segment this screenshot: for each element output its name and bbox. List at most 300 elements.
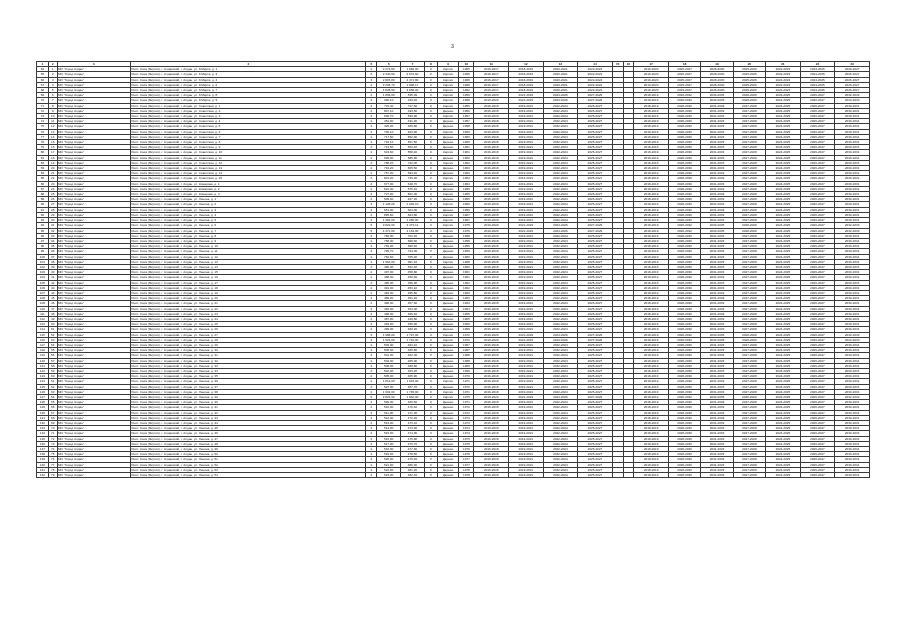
table-cell: 2031-2033 — [701, 410, 733, 415]
table-cell: 2022-2024 — [578, 67, 613, 72]
table-cell: 1965 — [459, 72, 474, 77]
table-cell: 2019-2021 — [509, 405, 544, 410]
table-cell: Респ. Саха (Якутия), г. Алданский, г. Алдан, ул. Ленина, д. 22 — [130, 306, 366, 311]
table-cell: 2 — [366, 280, 377, 285]
table-cell: 2031-2033 — [701, 264, 733, 269]
table-cell: 54 — [48, 342, 57, 347]
table-cell: Дерево — [437, 327, 459, 332]
table-cell: 2026-2027 — [800, 160, 835, 165]
table-cell: 2024-2025 — [766, 441, 801, 446]
table-cell: 2028-2030 — [668, 327, 700, 332]
table-cell: 0 — [424, 134, 437, 139]
table-cell: МО "Город Алдан" — [57, 290, 130, 295]
table-cell: 2028-2030 — [668, 155, 700, 160]
table-cell: 2025-2027 — [578, 108, 613, 113]
table-cell: 1959 — [459, 93, 474, 98]
table-cell: 2018-2019 — [634, 134, 669, 139]
table-cell: 2026-2027 — [800, 212, 835, 217]
table-cell: 2 — [366, 296, 377, 301]
table-cell: 2024-2025 — [766, 176, 801, 181]
table-cell: 2018-2019 — [634, 114, 669, 119]
table-cell: 2024-2025 — [766, 280, 801, 285]
table-cell: 991,16 — [401, 259, 425, 264]
table-cell: 2 — [366, 249, 377, 254]
table-cell: 0 — [424, 301, 437, 306]
table-cell: 2030-2031 — [835, 358, 870, 363]
table-cell: Респ. Саха (Якутия), г. Алданский, г. Алдан, ул. Ленина, д. 25 — [130, 322, 366, 327]
table-cell: 2030-2031 — [835, 431, 870, 436]
table-cell: 2019-2020 — [474, 395, 509, 400]
table-cell: 2027-2028 — [733, 259, 765, 264]
table-cell: 2025-2027 — [578, 114, 613, 119]
table-cell: 2026-2027 — [800, 447, 835, 452]
table-cell: 520,00 — [377, 457, 401, 462]
table-cell: 2024-2025 — [766, 202, 801, 207]
column-number-cell: 1 — [37, 62, 49, 67]
table-cell: 129 — [37, 405, 49, 410]
table-cell: 2028-2030 — [668, 322, 700, 327]
table-cell: 2027-2028 — [733, 400, 765, 405]
table-cell: Дерево — [437, 285, 459, 290]
table-cell: 2027-2029 — [578, 332, 613, 337]
table-cell: 2031-2033 — [701, 290, 733, 295]
table-cell: 2024-2025 — [766, 322, 801, 327]
table-cell: 9 — [48, 108, 57, 113]
table-row — [37, 244, 870, 249]
table-cell: 67 — [48, 410, 57, 415]
table-cell: Дерево — [437, 171, 459, 176]
table-cell: 1970 — [459, 384, 474, 389]
table-cell: 2028-2030 — [668, 160, 700, 165]
table-cell: 2022-2024 — [543, 452, 578, 457]
table-cell: 127 — [37, 395, 49, 400]
table-cell: Кирпич — [437, 77, 459, 82]
table-cell: 2 — [366, 327, 377, 332]
table-cell: МО "Город Алдан" — [57, 119, 130, 124]
table-cell: 2019-2020 — [474, 98, 509, 103]
table-cell: 502,00 — [377, 368, 401, 373]
table-cell: 2021-2023 — [509, 395, 544, 400]
table-cell: 2018-2019 — [634, 207, 669, 212]
table-cell: 52 — [48, 332, 57, 337]
table-cell: 2016-2018 — [474, 322, 509, 327]
table-cell: 1967 — [459, 348, 474, 353]
table-cell: 0 — [424, 457, 437, 462]
table-cell: 2030-2031 — [835, 436, 870, 441]
table-cell: 576,10 — [401, 186, 425, 191]
table-cell: МО "Город Алдан" — [57, 249, 130, 254]
table-cell: 2027-2028 — [733, 124, 765, 129]
table-cell: 2026-2027 — [800, 415, 835, 420]
table-cell: 2016-2018 — [474, 108, 509, 113]
table-cell: 111 — [37, 311, 49, 316]
table-cell: 2022-2024 — [543, 233, 578, 238]
table-cell: 2020-2021 — [543, 77, 578, 82]
table-cell: 2022-2024 — [578, 77, 613, 82]
table-cell: 2022-2024 — [543, 290, 578, 295]
table-cell: 2030-2031 — [835, 192, 870, 197]
table-cell: 2025-2027 — [578, 316, 613, 321]
table-cell: 2026-2027 — [800, 171, 835, 176]
table-cell: Респ. Саха (Якутия), г. Алданский, г. Алдан, ул. Ленина, д. 20 — [130, 296, 366, 301]
table-cell: 2027-2028 — [733, 431, 765, 436]
table-cell: Дерево — [437, 348, 459, 353]
table-cell: 639,00 — [377, 155, 401, 160]
table-cell: 77 — [48, 462, 57, 467]
table-cell: 2018-2019 — [634, 332, 669, 337]
table-cell: 1965 — [459, 316, 474, 321]
table-cell: 2016-2018 — [474, 301, 509, 306]
table-cell: 2 — [366, 270, 377, 275]
table-cell: 73 — [48, 441, 57, 446]
table-cell: 1966 — [459, 322, 474, 327]
table-cell: 2025-2027 — [578, 160, 613, 165]
table-cell: 2024-2025 — [766, 145, 801, 150]
table-cell: 2021-2023 — [509, 223, 544, 228]
table-cell: 2031-2033 — [701, 368, 733, 373]
table-cell: 2019-2021 — [509, 301, 544, 306]
table-row — [37, 160, 870, 165]
table-cell: 133 — [37, 426, 49, 431]
table-cell: 2028-2030 — [668, 114, 700, 119]
table-cell: 390,10 — [377, 98, 401, 103]
table-cell: 2 — [366, 150, 377, 155]
table-cell: 36 — [48, 249, 57, 254]
table-cell: 2027-2028 — [733, 202, 765, 207]
table-cell: 2027-2028 — [733, 384, 765, 389]
table-cell: 2022-2024 — [543, 348, 578, 353]
table-cell: 2 — [366, 415, 377, 420]
table-cell: 2018-2019 — [634, 228, 669, 233]
table-cell: 2031-2033 — [701, 426, 733, 431]
table-cell: МО "Город Алдан" — [57, 181, 130, 186]
table-cell: 2024-2025 — [766, 249, 801, 254]
table-cell: МО "Город Алдан" — [57, 171, 130, 176]
table-cell: 2016-2018 — [474, 379, 509, 384]
table-cell: 2019-2021 — [509, 145, 544, 150]
table-cell: 2024-2025 — [766, 316, 801, 321]
table-cell: 2028-2029 — [733, 98, 765, 103]
table-cell: 2016-2018 — [474, 166, 509, 171]
table-cell: 2022-2024 — [543, 166, 578, 171]
table-cell: 0 — [424, 395, 437, 400]
table-cell: 2 — [366, 181, 377, 186]
table-row — [37, 218, 870, 223]
table-cell: 2026-2027 — [800, 129, 835, 134]
table-cell: Респ. Саха (Якутия), г. Алданский, г. Алдан, ул. Ленина, д. 53 — [130, 467, 366, 472]
table-cell: 2 — [366, 400, 377, 405]
table-cell: Кирпич — [437, 82, 459, 87]
table-cell: 112 — [37, 316, 49, 321]
table-row — [37, 389, 870, 394]
table-cell: 702,40 — [401, 233, 425, 238]
table-cell: 455,80 — [401, 290, 425, 295]
table-cell: 48 — [48, 311, 57, 316]
table-cell: 2027-2028 — [733, 197, 765, 202]
table-cell: 2019-2020 — [634, 67, 669, 72]
table-cell: 2028-2030 — [668, 270, 700, 275]
table-cell: Респ. Саха (Якутия), г. Алданский, г. Алдан, ул. Ленина, д. 28 — [130, 337, 366, 342]
table-cell: 2018-2019 — [634, 264, 669, 269]
table-cell: 1975 — [459, 395, 474, 400]
table-cell: 1976 — [459, 452, 474, 457]
table-cell: 1973 — [459, 421, 474, 426]
table-cell: 2031-2033 — [701, 353, 733, 358]
table-cell: 2028-2030 — [668, 431, 700, 436]
table-cell: 2031-2033 — [701, 155, 733, 160]
table-cell: 2016-2018 — [474, 275, 509, 280]
table-cell: 2030-2031 — [835, 197, 870, 202]
table-cell: Дерево — [437, 197, 459, 202]
table-cell: 2016-2018 — [474, 462, 509, 467]
table-cell: 2024-2025 — [766, 114, 801, 119]
table-cell: 135 — [37, 436, 49, 441]
table-cell: 2028-2030 — [668, 249, 700, 254]
table-cell: Респ. Саха (Якутия), г. Алданский, г. Алдан, ул. Ленина, д. 49 — [130, 447, 366, 452]
table-cell: 2 — [366, 233, 377, 238]
table-cell: Респ. Саха (Якутия), г. Алданский, г. Алдан, ул. 8 Марта, д. 9 — [130, 98, 366, 103]
table-cell: Дерево — [437, 233, 459, 238]
table-cell: 2018-2019 — [634, 353, 669, 358]
table-cell: 2028-2030 — [701, 77, 733, 82]
table-cell: 2019-2021 — [509, 108, 544, 113]
table-cell: 2028-2030 — [668, 358, 700, 363]
table-cell: 2031-2033 — [701, 421, 733, 426]
table-cell: 1966 — [459, 327, 474, 332]
table-cell: 38 — [48, 259, 57, 264]
table-cell: 2022-2023 — [766, 72, 801, 77]
table-cell: 452,40 — [401, 264, 425, 269]
table-cell: 493,00 — [377, 322, 401, 327]
table-cell: 2031-2033 — [701, 119, 733, 124]
table-cell: 2024-2025 — [766, 166, 801, 171]
table-cell: 2025-2027 — [578, 405, 613, 410]
table-cell: МО "Город Алдан" — [57, 254, 130, 259]
table-cell: 2027-2029 — [578, 93, 613, 98]
table-cell: 2018-2019 — [634, 410, 669, 415]
table-cell: 120 — [37, 358, 49, 363]
table-cell: 0 — [424, 244, 437, 249]
table-cell: 94 — [37, 223, 49, 228]
table-cell: 2018-2019 — [509, 82, 544, 87]
table-cell: 2026-2027 — [800, 207, 835, 212]
table-cell: 510,00 — [377, 405, 401, 410]
table-cell: 2 — [366, 447, 377, 452]
table-cell: 2028-2030 — [668, 368, 700, 373]
table-cell: 2016-2018 — [474, 441, 509, 446]
table-cell: 0 — [424, 285, 437, 290]
table-cell: 0 — [424, 264, 437, 269]
table-cell: 2031-2033 — [701, 233, 733, 238]
table-cell: 43 — [48, 285, 57, 290]
table-cell: 2019-2021 — [509, 280, 544, 285]
table-cell: 0 — [424, 176, 437, 181]
table-cell: 2026-2027 — [800, 358, 835, 363]
table-cell: 0 — [424, 447, 437, 452]
table-cell: 2033-2035 — [701, 337, 733, 342]
table-cell: 0 — [424, 150, 437, 155]
table-cell: 2030-2031 — [835, 275, 870, 280]
table-cell: 431,30 — [401, 119, 425, 124]
table-cell: 21 — [48, 171, 57, 176]
table-cell: 2016-2018 — [474, 405, 509, 410]
table-cell: Респ. Саха (Якутия), г. Алданский, г. Алдан, ул. Ленина, д. 8 — [130, 233, 366, 238]
table-row — [37, 259, 870, 264]
table-cell: 0 — [424, 254, 437, 259]
table-cell: МО "Город Алдан" — [57, 93, 130, 98]
table-cell: МО "Город Алдан" — [57, 311, 130, 316]
table-cell: 2030-2031 — [835, 176, 870, 181]
table-row — [37, 88, 870, 93]
table-cell: 51 — [48, 327, 57, 332]
table-cell: 85 — [37, 176, 49, 181]
table-cell: Дерево — [437, 342, 459, 347]
table-cell: МО "Город Алдан" — [57, 316, 130, 321]
table-cell: 2018-2019 — [634, 181, 669, 186]
table-cell: 2024-2025 — [766, 254, 801, 259]
table-cell: 2018-2019 — [634, 285, 669, 290]
table-cell: 2030-2032 — [668, 228, 700, 233]
table-cell: 2018-2019 — [634, 327, 669, 332]
table-cell: 2022-2024 — [543, 218, 578, 223]
table-row — [37, 176, 870, 181]
table-cell: 2028-2030 — [668, 441, 700, 446]
table-cell: 2025-2027 — [578, 270, 613, 275]
table-cell: 2025-2027 — [578, 358, 613, 363]
table-cell: МО "Город Алдан" — [57, 77, 130, 82]
table-row — [37, 264, 870, 269]
table-cell: 2030-2031 — [835, 410, 870, 415]
table-row — [37, 145, 870, 150]
table-cell: 2016-2018 — [474, 327, 509, 332]
table-cell: 1962 — [459, 155, 474, 160]
table-cell: 2 — [366, 374, 377, 379]
table-cell: 2031-2033 — [701, 270, 733, 275]
table-cell: 0 — [424, 436, 437, 441]
table-row — [37, 67, 870, 72]
table-cell: 2024-2025 — [766, 301, 801, 306]
table-cell: 101 — [37, 259, 49, 264]
table-cell: 2030-2032 — [668, 223, 700, 228]
table-cell: 2026-2027 — [800, 93, 835, 98]
table-cell: МО "Город Алдан" — [57, 342, 130, 347]
table-cell: 2019-2021 — [509, 270, 544, 275]
table-cell: 425,00 — [377, 124, 401, 129]
table-cell: 2016-2018 — [474, 400, 509, 405]
table-cell: 2024-2026 — [543, 337, 578, 342]
table-cell: 2 — [366, 238, 377, 243]
table-cell: Респ. Саха (Якутия), г. Алданский, г. Алдан, ул. Ленина, д. 51 — [130, 457, 366, 462]
table-cell: 2016-2018 — [474, 467, 509, 472]
table-cell: 2025-2027 — [578, 473, 613, 478]
table-cell: 2025-2027 — [578, 259, 613, 264]
table-cell: 2026-2027 — [835, 67, 870, 72]
table-cell: 460,20 — [401, 327, 425, 332]
table-cell: 2019-2021 — [509, 290, 544, 295]
table-row — [37, 462, 870, 467]
table-cell: 2025-2026 — [733, 88, 765, 93]
table-cell: МО "Город Алдан" — [57, 270, 130, 275]
table-cell: 2027-2028 — [733, 301, 765, 306]
table-cell: 2030-2031 — [835, 306, 870, 311]
table-cell: 0 — [424, 186, 437, 191]
table-cell: 2025-2027 — [578, 202, 613, 207]
column-number-cell: 19 — [701, 62, 733, 67]
table-cell: 2027-2028 — [733, 348, 765, 353]
table-cell: 2022-2024 — [543, 426, 578, 431]
table-cell: 2030-2031 — [835, 296, 870, 301]
table-cell: 0 — [424, 327, 437, 332]
table-cell: 2022-2024 — [543, 473, 578, 478]
table-cell: 2031-2033 — [701, 207, 733, 212]
table-row — [37, 171, 870, 176]
table-cell: Дерево — [437, 452, 459, 457]
table-cell: 2031-2033 — [701, 316, 733, 321]
table-cell: 68 — [48, 415, 57, 420]
table-cell: 2031-2033 — [701, 249, 733, 254]
table-cell: 76 — [37, 129, 49, 134]
column-number-cell: 7 — [401, 62, 425, 67]
table-cell: 2031-2033 — [701, 379, 733, 384]
table-row — [37, 337, 870, 342]
table-cell: 2031-2033 — [701, 114, 733, 119]
table-cell: 2019-2021 — [509, 306, 544, 311]
table-cell: Респ. Саха (Якутия), г. Алданский, г. Алдан, ул. Ленина, д. 30 — [130, 348, 366, 353]
table-cell: 2022-2023 — [766, 88, 801, 93]
table-cell: 2022-2024 — [543, 238, 578, 243]
table-cell: 2018-2019 — [634, 421, 669, 426]
table-cell: 2030-2031 — [835, 322, 870, 327]
table-cell: Респ. Саха (Якутия), г. Алданский, г. Алдан, ул. Ленина, д. 23 — [130, 311, 366, 316]
table-cell: 2019-2021 — [509, 129, 544, 134]
table-cell: 2027-2028 — [733, 452, 765, 457]
table-cell: 2032-2033 — [835, 223, 870, 228]
table-cell: 2025-2026 — [733, 67, 765, 72]
table-cell: 2031-2033 — [701, 436, 733, 441]
table-cell: 0 — [424, 405, 437, 410]
table-cell: МО "Город Алдан" — [57, 431, 130, 436]
table-cell: 2026-2027 — [800, 462, 835, 467]
table-cell: 72 — [37, 108, 49, 113]
table-cell: Кирпич — [437, 93, 459, 98]
table-cell: 0 — [424, 207, 437, 212]
table-cell: 2024-2025 — [766, 311, 801, 316]
table-cell: Кирпич — [437, 150, 459, 155]
table-cell: 2027-2028 — [733, 160, 765, 165]
table-cell: Респ. Саха (Якутия), г. Алданский, г. Алдан, ул. Ленина, д. 32 — [130, 358, 366, 363]
table-cell: 2026-2027 — [800, 218, 835, 223]
column-number-cell: 4 — [130, 62, 366, 67]
table-cell: 2032-2033 — [835, 228, 870, 233]
table-cell: Дерево — [437, 426, 459, 431]
table-cell: 2027-2028 — [733, 296, 765, 301]
table-cell: 2018-2019 — [634, 155, 669, 160]
table-cell: 2019-2021 — [509, 426, 544, 431]
table-cell: 2016-2018 — [474, 290, 509, 295]
table-cell: Респ. Саха (Якутия), г. Алданский, г. Алдан, ул. Ленина, д. 12 — [130, 254, 366, 259]
table-cell: Дерево — [437, 275, 459, 280]
table-cell: 2027-2028 — [733, 363, 765, 368]
table-cell: МО "Город Алдан" — [57, 264, 130, 269]
table-cell: 2031-2033 — [701, 296, 733, 301]
table-cell: 2018-2019 — [634, 400, 669, 405]
table-cell: 67 — [37, 82, 49, 87]
table-cell: Респ. Саха (Якутия), г. Алданский, г. Алдан, ул. Ленина, д. 7 — [130, 228, 366, 233]
table-cell: 0 — [424, 363, 437, 368]
table-cell: 2018-2019 — [634, 374, 669, 379]
table-cell: 2030-2031 — [835, 316, 870, 321]
table-cell: 2026-2027 — [800, 400, 835, 405]
